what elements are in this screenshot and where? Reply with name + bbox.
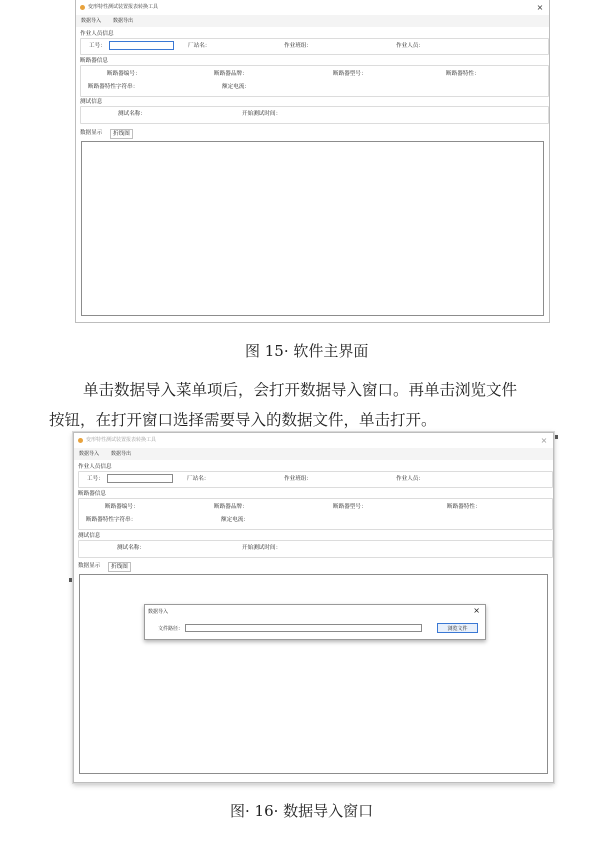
test-start-time-label-2: 开始测试时间： — [242, 545, 282, 551]
breaker-number-label: 断路器编号： — [107, 71, 141, 77]
operator-group-title: 作业人员信息 — [80, 31, 114, 37]
test-group-title: 测试信息 — [80, 99, 103, 105]
menu-item-import[interactable]: 数据导入 — [81, 18, 102, 24]
paragraph-line-2: 按钮，在打开窗口选择需要导入的数据文件，单击打开。 — [49, 411, 437, 429]
test-start-time-label: 开始测试时间： — [242, 111, 282, 117]
employee-id-label-2: 工号： — [87, 476, 104, 482]
app-icon-2 — [78, 438, 83, 443]
window-title-2: 变形特性测试装置报表转换工具 — [86, 437, 157, 443]
test-name-label: 测试名称： — [118, 111, 146, 117]
breaker-property-string-label-2: 断路器特性字符串： — [86, 517, 137, 523]
title-bar-2 — [74, 433, 553, 448]
title-bar — [76, 0, 549, 15]
import-window-screenshot — [73, 432, 554, 783]
menu-item-export-2[interactable]: 数据导出 — [111, 451, 132, 457]
tab-data-display-2[interactable]: 数据显示 — [78, 563, 101, 569]
figure-16-caption: 图· 16· 数据导入窗口 — [230, 802, 374, 820]
file-path-label: 文件路径： — [158, 626, 184, 632]
dialog-title: 数据导入 — [148, 609, 169, 615]
breaker-group-title-2: 断路器信息 — [78, 491, 106, 497]
employee-id-input[interactable] — [109, 41, 174, 50]
breaker-number-label-2: 断路器编号： — [105, 504, 139, 510]
breaker-property-label-2: 断路器特性： — [447, 504, 481, 510]
window-title: 变形特性测试装置报表转换工具 — [88, 4, 159, 10]
station-name-label: 厂站名： — [188, 43, 211, 49]
figure-15-caption: 图 15· 软件主界面 — [245, 342, 369, 360]
test-group-2 — [78, 540, 553, 558]
test-group — [80, 106, 549, 124]
tab-line-chart[interactable]: 折线图 — [110, 129, 133, 139]
breaker-brand-label: 断路器品牌： — [214, 71, 248, 77]
breaker-group-title: 断路器信息 — [80, 58, 108, 64]
menu-item-export[interactable]: 数据导出 — [113, 18, 134, 24]
browse-file-button[interactable]: 浏览文件 — [437, 623, 478, 633]
breaker-group-2 — [78, 498, 553, 530]
breaker-property-label: 断路器特性： — [446, 71, 480, 77]
worker-label-2: 作业人员： — [396, 476, 424, 482]
test-name-label-2: 测试名称： — [117, 545, 145, 551]
rated-current-label-2: 额定电流： — [221, 517, 249, 523]
menu-item-import-2[interactable]: 数据导入 — [79, 451, 100, 457]
work-team-label: 作业班组： — [284, 43, 312, 49]
dialog-close-icon[interactable]: × — [473, 606, 480, 615]
data-display-panel[interactable] — [81, 141, 544, 316]
rated-current-label: 额定电流： — [222, 84, 250, 90]
tab-line-chart-2[interactable]: 折线图 — [108, 562, 131, 572]
work-team-label-2: 作业班组： — [284, 476, 312, 482]
data-import-dialog — [144, 604, 486, 640]
close-icon[interactable]: × — [536, 3, 544, 12]
edge-mark-left — [69, 578, 72, 582]
operator-group-title-2: 作业人员信息 — [78, 464, 112, 470]
file-path-input[interactable] — [185, 624, 422, 632]
paragraph-line-1: 单击数据导入菜单项后，会打开数据导入窗口。再单击浏览文件 — [83, 381, 518, 399]
menu-bar-2 — [74, 448, 553, 460]
employee-id-input-2[interactable] — [107, 474, 173, 483]
menu-bar — [76, 15, 549, 27]
app-icon — [80, 5, 85, 10]
breaker-property-string-label: 断路器特性字符串： — [88, 84, 139, 90]
close-icon-2[interactable]: × — [540, 436, 548, 445]
employee-id-label: 工号： — [89, 43, 106, 49]
edge-mark-right — [555, 435, 558, 439]
station-name-label-2: 厂站名： — [187, 476, 210, 482]
worker-label: 作业人员： — [396, 43, 424, 49]
tab-data-display[interactable]: 数据显示 — [80, 130, 103, 136]
test-group-title-2: 测试信息 — [78, 533, 101, 539]
breaker-model-label-2: 断路器型号： — [333, 504, 367, 510]
breaker-brand-label-2: 断路器品牌： — [214, 504, 248, 510]
main-window-screenshot — [75, 0, 550, 323]
breaker-model-label: 断路器型号： — [333, 71, 367, 77]
